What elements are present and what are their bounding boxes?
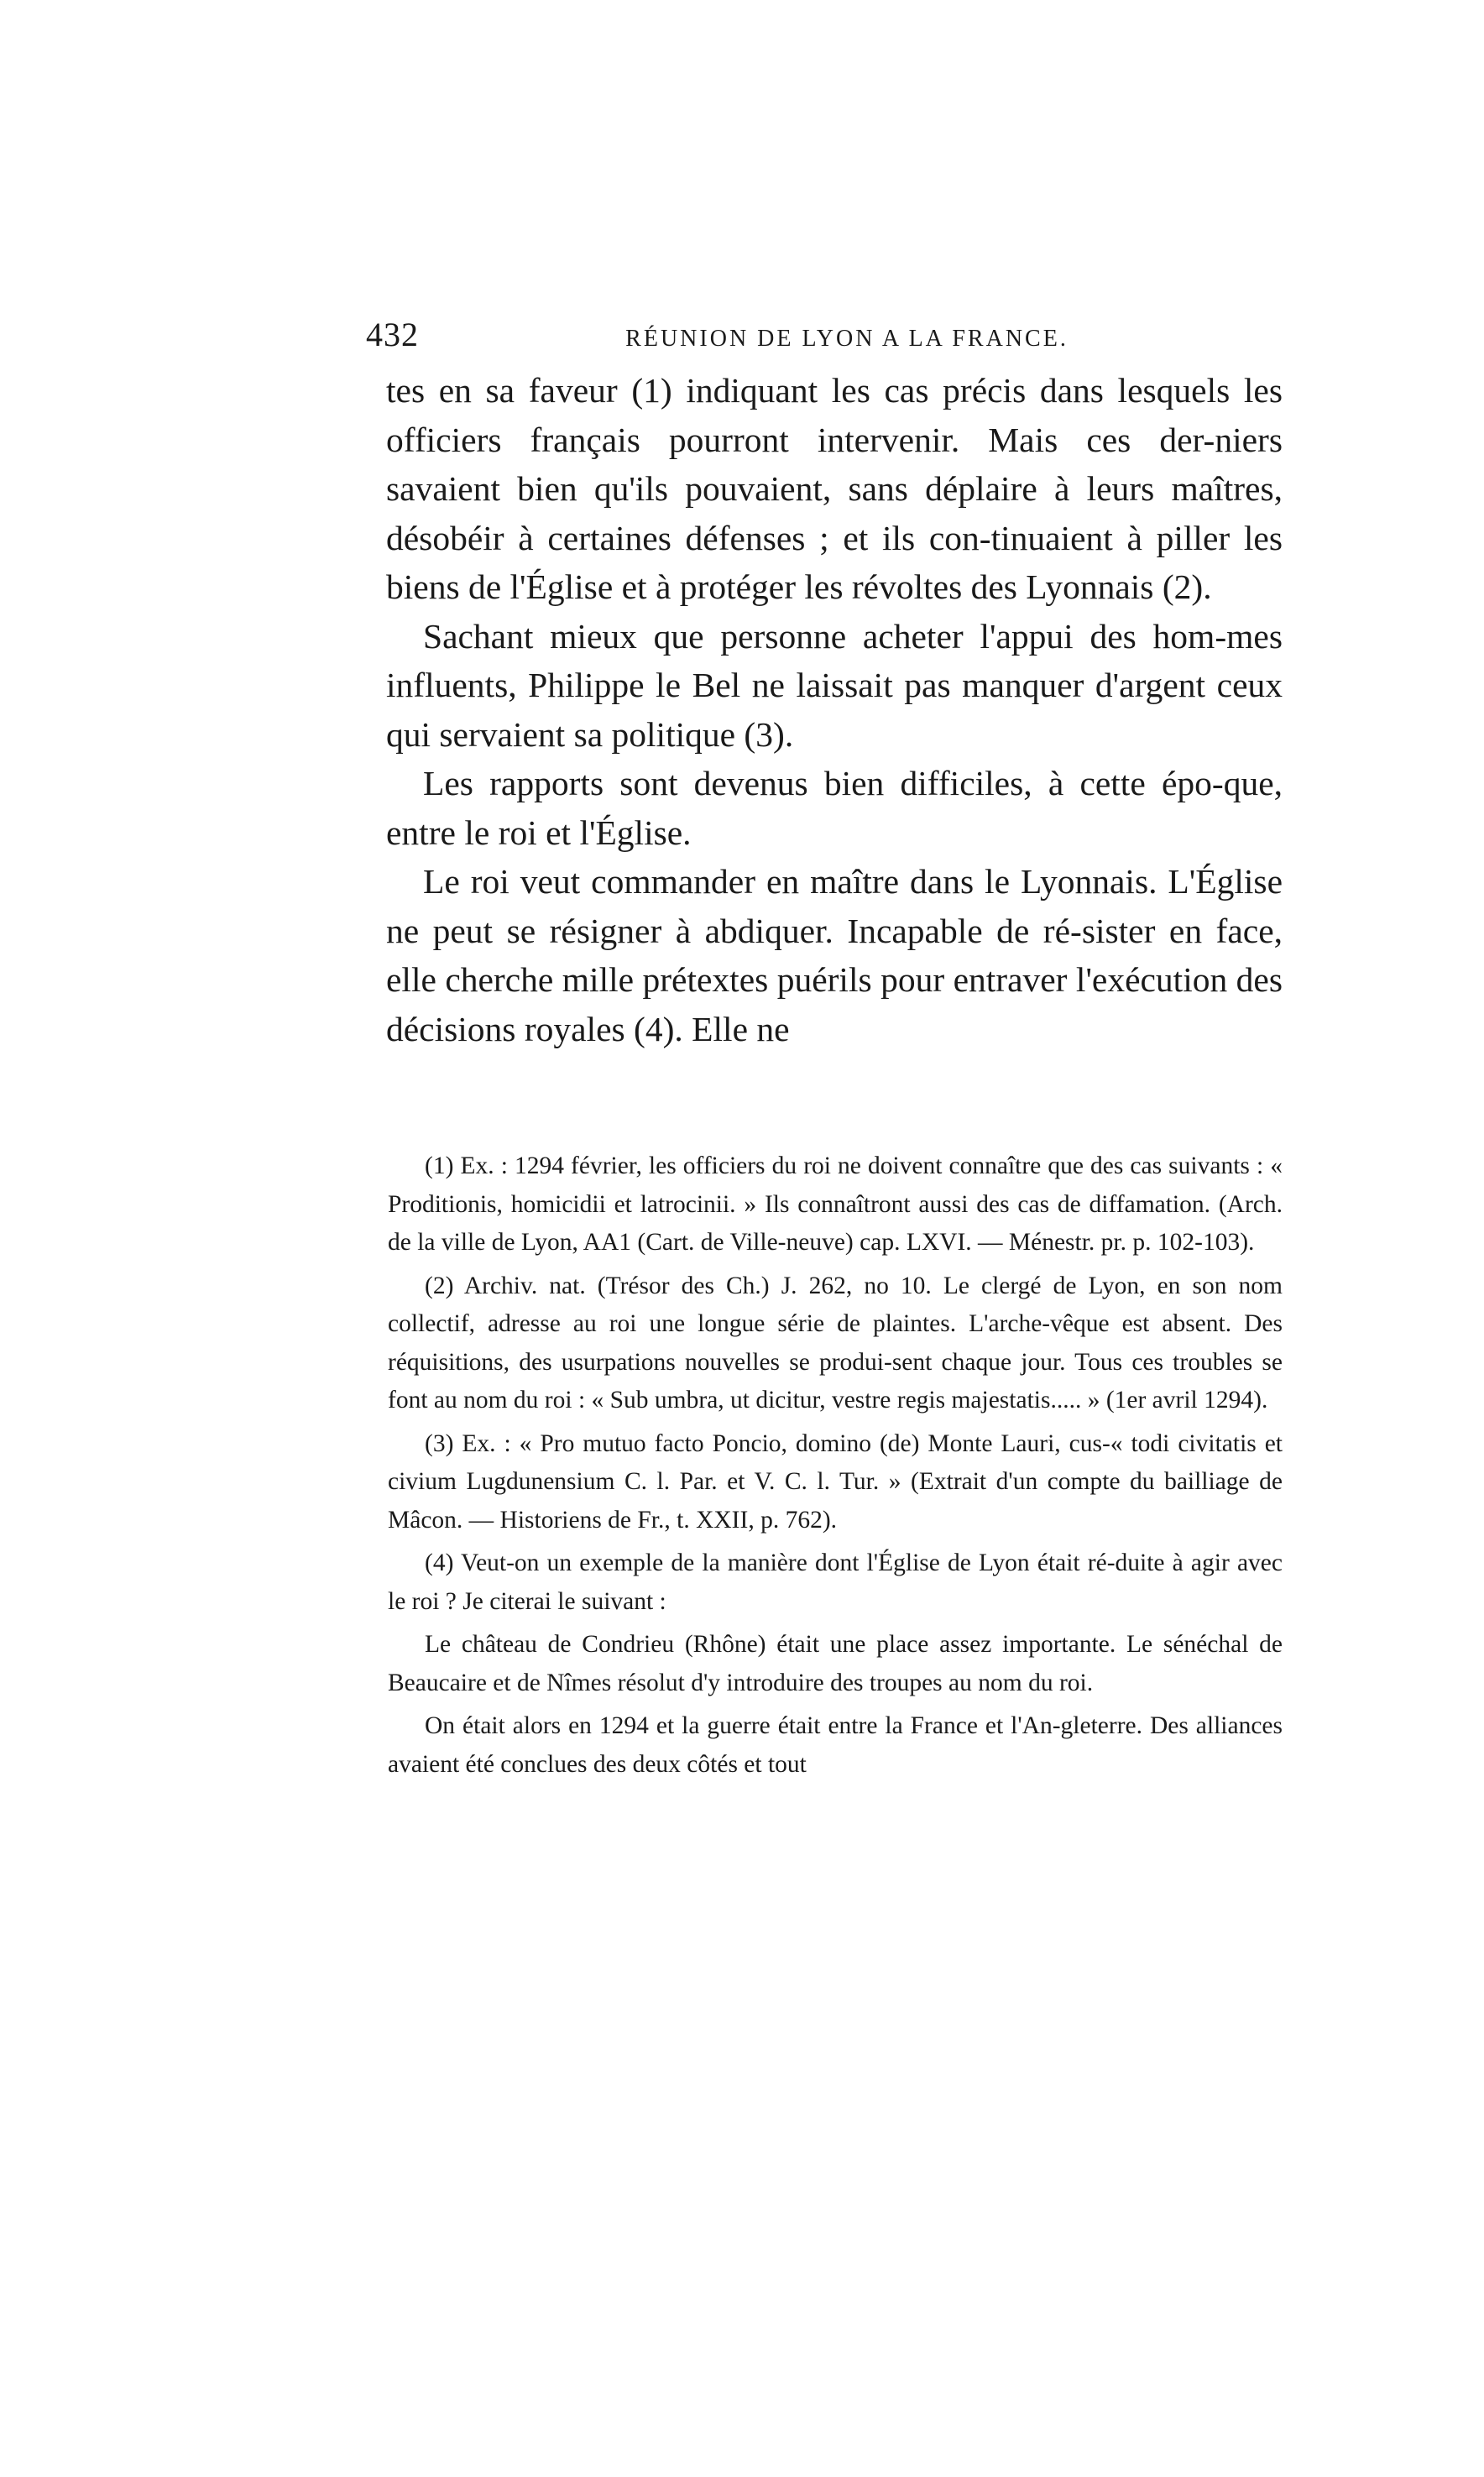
footnote: (4) Veut-on un exemple de la manière dont l'Église de Lyon était ré-duite à agir avec le roi ? Je citerai le suivant : [388,1549,1283,1615]
footnote: On était alors en 1294 et la guerre était entre la France et l'An-gleterre. Des alliances avaient été conclues des deux côtés et tout [388,1712,1283,1778]
running-title: RÉUNION DE LYON A LA FRANCE. [625,326,1069,352]
body-paragraph: tes en sa faveur (1) indiquant les cas précis dans lesquels les officiers français pourront intervenir. Mais ces der-niers savaient bien qu'ils pouvaient, sans déplaire à leurs maîtres, désobéir à certaines défenses ; et ils con-tinuaient à piller les biens de l'Église et à protéger les révoltes des Lyonnais (2). [386,371,1283,606]
body-paragraph: Le roi veut commander en maître dans le Lyonnais. L'Église ne peut se résigner à abdiquer. Incapable de ré-sister en face, elle cherche mille prétextes puérils pour entraver l'exécution des décisions royales (4). Elle ne [386,862,1283,1048]
page-number: 432 [366,316,419,353]
footnote: (2) Archiv. nat. (Trésor des Ch.) J. 262, no 10. Le clergé de Lyon, en son nom collectif, adresse au roi une longue série de plaintes. L'arche-vêque est absent. Des réquisitions, des usurpations nouvelles se produi-sent chaque jour. Tous ces troubles se font au nom du roi : « Sub umbra, ut dicitur, vestre regis majestatis..... » (1er avril 1294). [388,1272,1283,1414]
footnotes [388,1147,1283,1789]
footnote: (3) Ex. : « Pro mutuo facto Poncio, domino (de) Monte Lauri, cus-« todi civitatis et civium Lugdunensium C. l. Par. et V. C. l. Tur. » (Extrait d'un compte du bailliage de Mâcon. — Historiens de Fr., t. XXII, p. 762). [388,1429,1283,1534]
footnote: (1) Ex. : 1294 février, les officiers du roi ne doivent connaître que des cas suivants : « Proditionis, homicidii et latrocinii. » Ils connaîtront aussi des cas de diffamation. (Arch. de la ville de Lyon, AA1 (Cart. de Ville-neuve) cap. LXVI. — Ménestr. pr. p. 102-103). [388,1152,1283,1256]
body-paragraph: Les rapports sont devenus bien difficiles, à cette épo-que, entre le roi et l'Église. [386,764,1283,852]
main-text [386,366,1283,1053]
body-paragraph: Sachant mieux que personne acheter l'appui des hom-mes influents, Philippe le Bel ne laissait pas manquer d'argent ceux qui servaient sa politique (3). [386,616,1283,754]
page-header [366,315,1294,374]
footnote: Le château de Condrieu (Rhône) était une place assez importante. Le sénéchal de Beaucaire et de Nîmes résolut d'y introduire des troupes au nom du roi. [388,1631,1283,1696]
